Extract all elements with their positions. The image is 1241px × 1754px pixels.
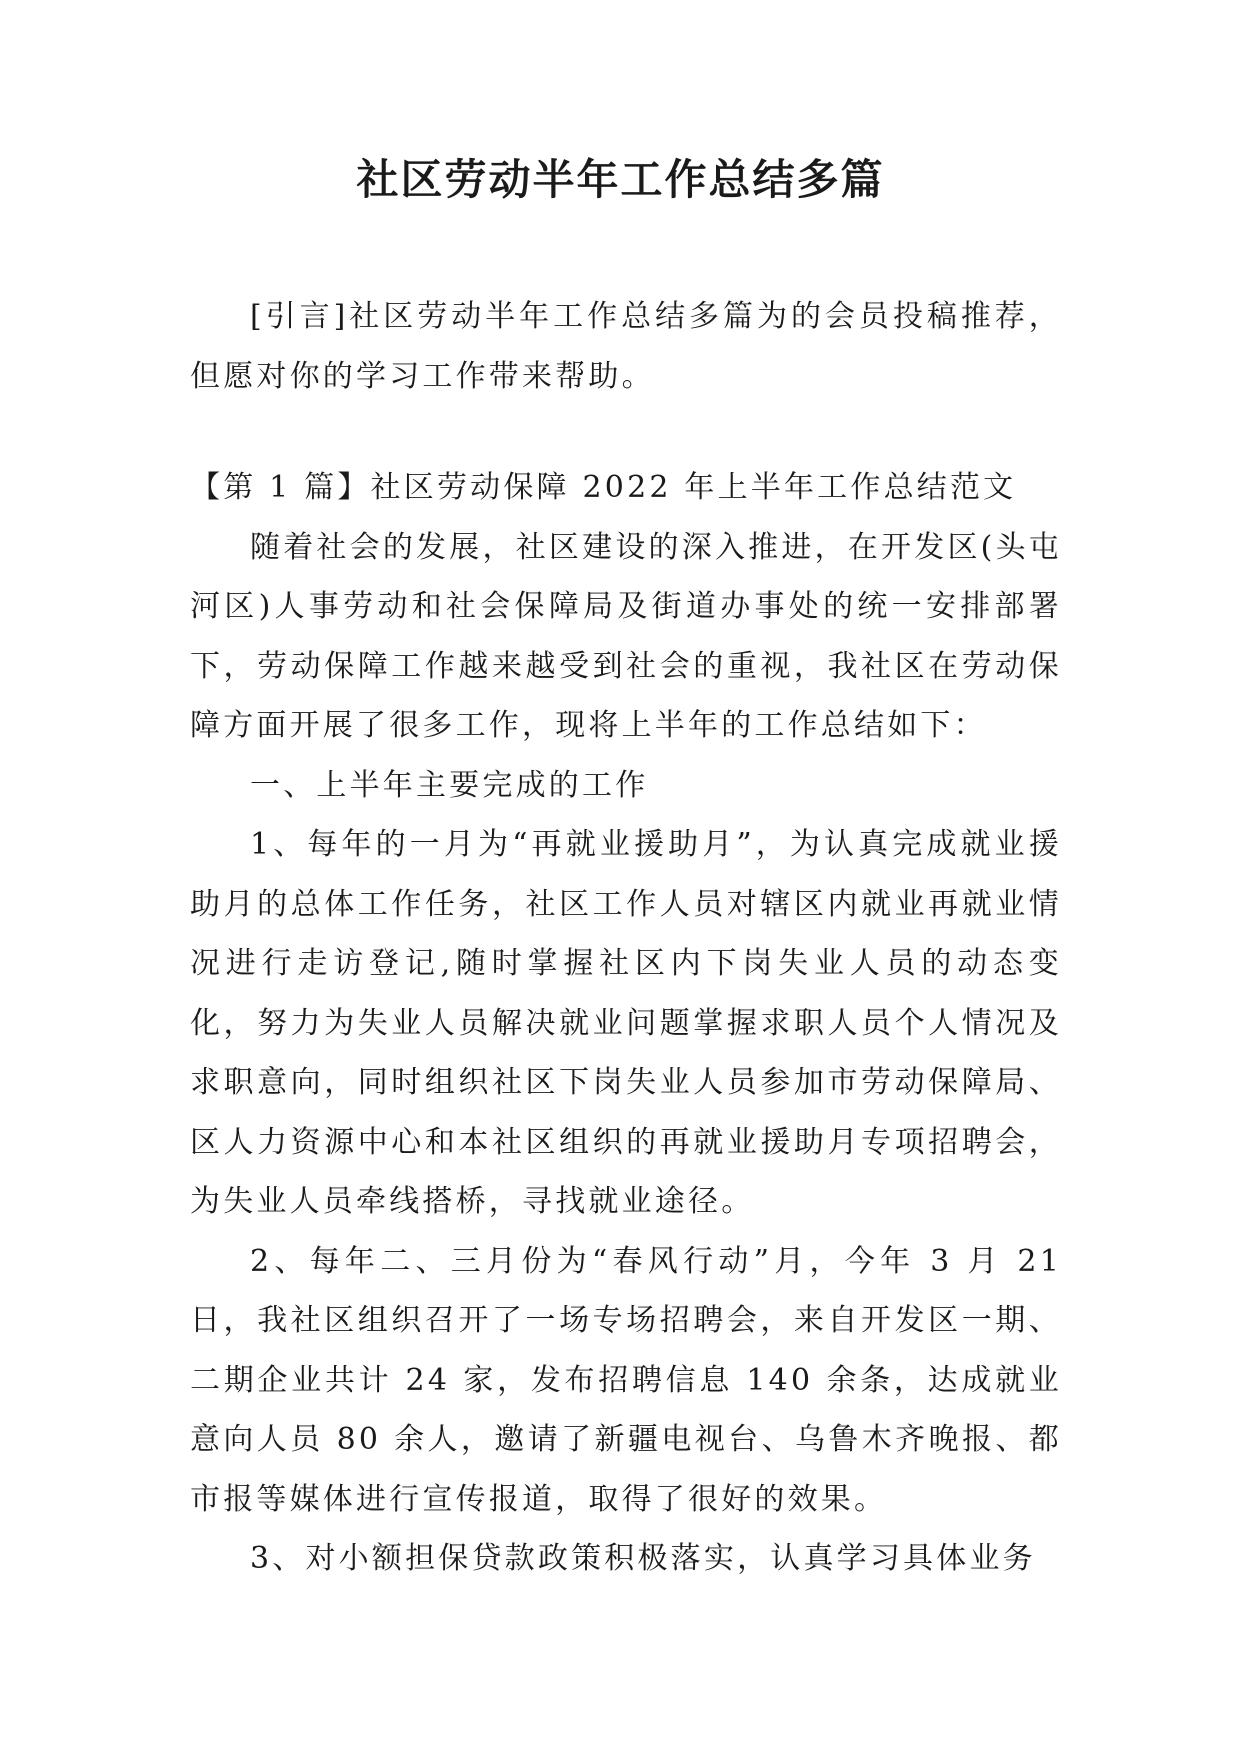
article-heading: 【第 1 篇】社区劳动保障 2022 年上半年工作总结范文: [190, 470, 1017, 505]
paragraph-item-1: 1、每年的一月为“再就业援助月”，为认真完成就业援助月的总体工作任务，社区工作人员对辖区内就业再就业情况进行走访登记,随时掌握社区内下岗失业人员的动态变化，努力为失业人员解决就业问题掌握求职人员个人情况及求职意向，同时组织社区下岗失业人员参加市劳动保障局、区人力资源中心和本社区组织的再就业援助月专项招聘会，为失业人员牵线搭桥，寻找就业途径。: [190, 827, 1062, 1219]
article-body: [190, 458, 1062, 1589]
paragraph-item-3: 3、对小额担保贷款政策积极落实，认真学习具体业务: [250, 1541, 1036, 1576]
paragraph-background: 随着社会的发展，社区建设的深入推进，在开发区(头屯河区)人事劳动和社会保障局及街道办事处的统一安排部署下，劳动保障工作越来越受到社会的重视，我社区在劳动保障方面开展了很多工作，现将上半年的工作总结如下：: [190, 529, 1062, 743]
document-title: 社区劳动半年工作总结多篇: [356, 155, 885, 204]
intro-paragraph: [引言]社区劳动半年工作总结多篇为的会员投稿推荐，但愿对你的学习工作带来帮助。: [190, 299, 1062, 394]
intro-block: [190, 287, 1062, 406]
paragraph-item-2: 2、每年二、三月份为“春风行动”月，今年 3 月 21 日，我社区组织召开了一场专场招聘会，来自开发区一期、二期企业共计 24 家，发布招聘信息 140 余条，达成就业意向人员 80 余人，邀请了新疆电视台、乌鲁木齐晚报、都市报等媒体进行宣传报道，取得了很好的效果。: [190, 1243, 1062, 1517]
section-heading-main-work: 一、上半年主要完成的工作: [250, 767, 649, 803]
